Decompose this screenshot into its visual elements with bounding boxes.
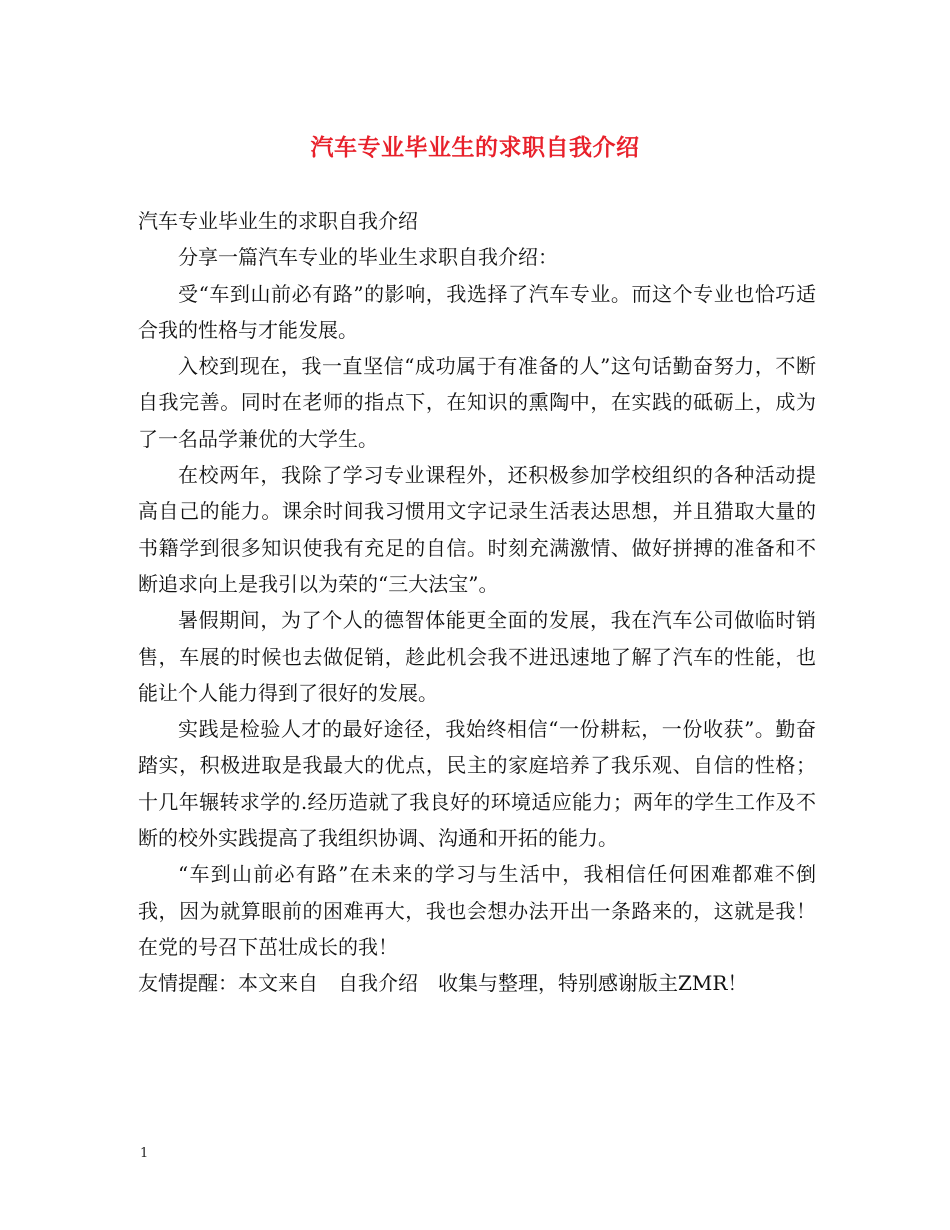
paragraph-conclusion: “车到山前必有路”在未来的学习与生活中，我相信任何困难都难不倒我，因为就算眼前的困难再大，我也会想办法开出一条路来的，这就是我！在党的号召下茁壮成长的我！ [138,862,816,959]
paragraph-school-belief: 入校到现在，我一直坚信“成功属于有准备的人”这句话勤奋努力，不断自我完善。同时在老师的指点下，在知识的熏陶中，在实践的砥砺上，成为了一名品学兼优的大学生。 [138,354,816,451]
document-body [138,203,816,1002]
paragraph-activities: 在校两年，我除了学习专业课程外，还积极参加学校组织的各种活动提高自己的能力。课余时间我习惯用文字记录生活表达思想，并且猎取大量的书籍学到很多知识使我有充足的自信。时刻充满激情、做好拼搏的准备和不断追求向上是我引以为荣的“三大法宝”。 [138,463,816,596]
document-title: 汽车专业毕业生的求职自我介绍 [310,134,640,161]
paragraph-summer-job: 暑假期间，为了个人的德智体能更全面的发展，我在汽车公司做临时销售，车展的时候也去做促销，趁此机会我不进迅速地了解了汽车的性能，也能让个人能力得到了很好的发展。 [138,608,816,705]
document-subtitle: 汽车专业毕业生的求职自我介绍 [138,209,418,233]
paragraph-practice: 实践是检验人才的最好途径，我始终相信“一份耕耘，一份收获”。勤奋踏实，积极进取是我最大的优点，民主的家庭培养了我乐观、自信的性格；十几年辗转求学的.经历造就了我良好的环境适应能力；两年的学生工作及不断的校外实践提高了我组织协调、沟通和开拓的能力。 [138,717,816,851]
page-number: 1 [140,1146,149,1161]
footer-note: 友情提醒：本文来自 自我介绍 收集与整理，特别感谢版主ZMR！ [138,971,748,996]
paragraph-intro: 分享一篇汽车专业的毕业生求职自我介绍： [178,245,558,270]
paragraph-major-choice: 受“车到山前必有路”的影响，我选择了汽车专业。而这个专业也恰巧适合我的性格与才能发展。 [138,281,816,342]
